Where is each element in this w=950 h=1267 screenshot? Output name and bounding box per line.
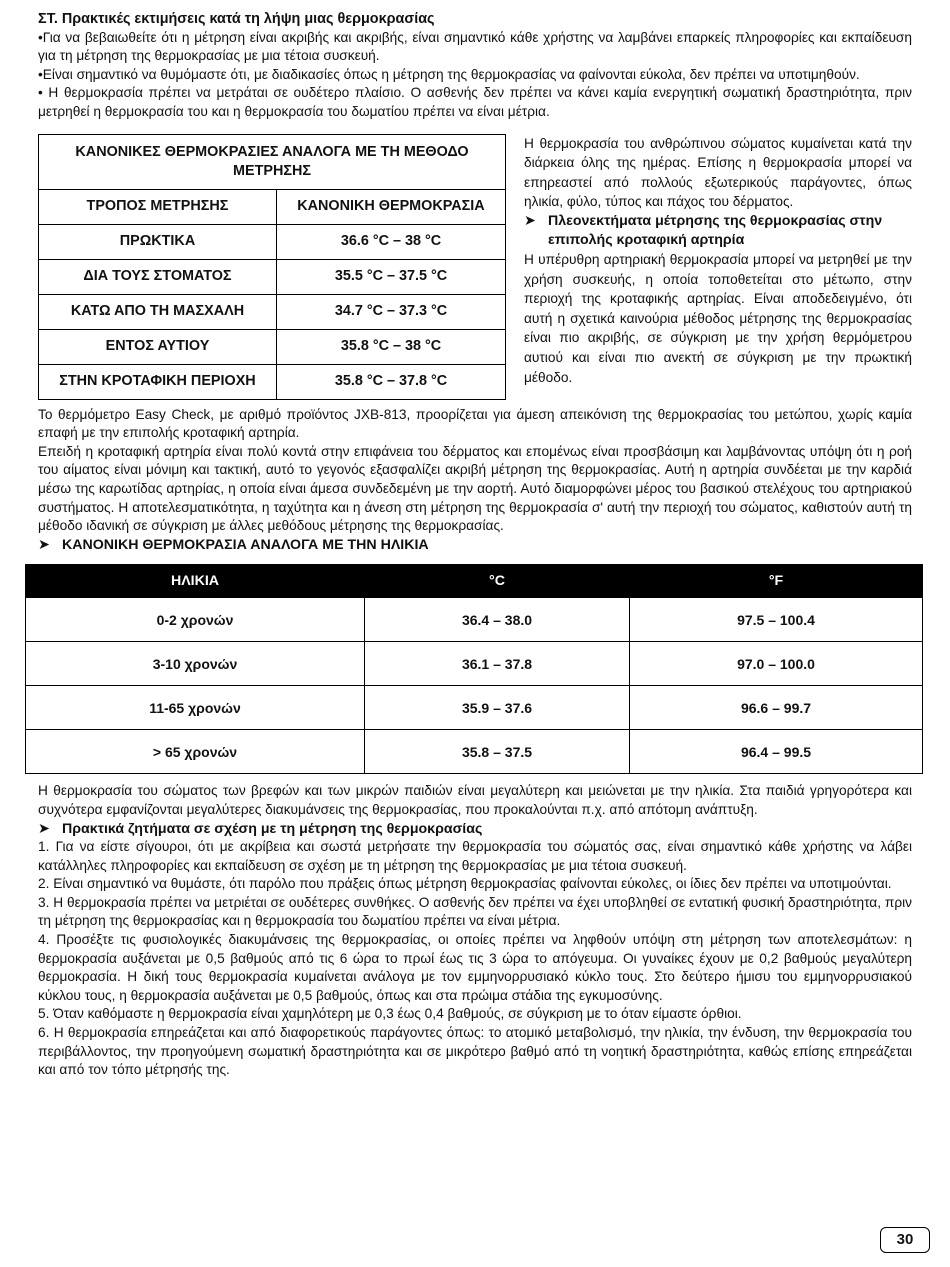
method-cell: ΠΡΩΚΤΙΚΑ	[39, 224, 277, 259]
age-cell: 3-10 χρονών	[26, 642, 365, 686]
section-title: ΣΤ. Πρακτικές εκτιμήσεις κατά τη λήψη μιας θερμοκρασίας	[38, 11, 435, 27]
method-cell: ΔΙΑ ΤΟΥΣ ΣΤΟΜΑΤΟΣ	[39, 259, 277, 294]
range-cell: 35.5 °C – 37.5 °C	[276, 259, 505, 294]
range-cell: 36.6 °C – 38 °C	[276, 224, 505, 259]
age-table-header: °C	[365, 565, 630, 598]
practical-item: 5. Όταν καθόμαστε η θερμοκρασία είναι χαμηλότερη με 0,3 έως 0,4 βαθμούς, σε σύγκριση με το όταν είμαστε όρθιοι.	[38, 1006, 742, 1022]
age-table-header: °F	[630, 565, 923, 598]
age-cell: 11-65 χρονών	[26, 686, 365, 730]
age-heading	[38, 536, 912, 555]
method-section	[38, 134, 912, 400]
method-table-title: ΚΑΝΟΝΙΚΕΣ ΘΕΡΜΟΚΡΑΣΙΕΣ ΑΝΑΛΟΓΑ ΜΕ ΤΗ ΜΕΘΟΔΟ ΜΕΤΡΗΣΗΣ	[39, 134, 506, 189]
table-row	[26, 598, 923, 642]
table-row	[39, 259, 506, 294]
method-temperature-table	[38, 134, 506, 400]
fahrenheit-cell: 96.4 – 99.5	[630, 730, 923, 774]
practical-item: 3. Η θερμοκρασία πρέπει να μετριέται σε ουδέτερες συνθήκες. Ο ασθενής δεν πρέπει να έχει υποβληθεί σε εντατική φυσική δραστηριότητα, πριν τη μέτρηση της θερμοκρασίας και η θερμοκρασία του δωματίου πρέπει να είναι μέτρια.	[38, 894, 912, 929]
method-cell: ΚΑΤΩ ΑΠΟ ΤΗ ΜΑΣΧΑΛΗ	[39, 294, 277, 329]
intro-paragraph: • Η θερμοκρασία πρέπει να μετράται σε ουδέτερο πλαίσιο. Ο ασθενής δεν πρέπει να κάνει καμία ενεργητική σωματική δραστηριότητα, πριν μετρηθεί η θερμοκρασία του και η θερμοκρασία του δωματίου πρέπει να είναι μέτρια.	[38, 85, 912, 119]
practical-heading-text: Πρακτικά ζητήματα σε σχέση με τη μέτρηση της θερμοκρασίας	[62, 820, 483, 837]
method-cell: ΣΤΗΝ ΚΡΟΤΑΦΙΚΗ ΠΕΡΙΟΧΗ	[39, 364, 277, 399]
celsius-cell: 35.8 – 37.5	[365, 730, 630, 774]
age-cell: > 65 χρονών	[26, 730, 365, 774]
practical-heading	[38, 820, 912, 839]
advantages-heading-text: Πλεονεκτήματα μέτρησης της θερμοκρασίας στην επιπολής κροταφική αρτηρία	[548, 212, 883, 248]
intro-paragraph: •Για να βεβαιωθείτε ότι η μέτρηση είναι ακριβής και ακριβής, είναι σημαντικό κάθε χρήστης να λαμβάνει επαρκείς πληροφορίες και εκπαίδευση για τη μέτρηση της θερμοκρασίας με μια τέτοια συσκευή.	[38, 29, 912, 64]
page-number: 30	[880, 1227, 930, 1253]
right-paragraph: Η υπέρυθρη αρτηριακή θερμοκρασία μπορεί να μετρηθεί με την χρήση συσκευής, η οποία τοποθετείται στο μέτωπο, στην περιοχή της κροταφικής αρτηρίας. Είναι αποδεδειγμένο, ότι αυτή η σχετικά καινούρια μέθοδος μέτρησης της θερμοκρασίας είναι πιο ακριβής, σε σύγκριση με την χρήση θερμόμετρου αυτιού και είναι πιο ανεκτή σε σύγκριση με την πρωκτική μέθοδο.	[524, 251, 912, 385]
body-paragraph: Η θερμοκρασία του σώματος των βρεφών και των μικρών παιδιών είναι μεγαλύτερη και μειώνεται με την ηλικία. Στα παιδιά γρηγορότερα και συχνότερα εμφανίζονται μεγαλύτερες διακυμάνσεις της θερμοκρασίας, που προκαλούνται π.χ. από απότομη ανάπτυξη.	[38, 783, 912, 817]
table-row	[39, 294, 506, 329]
fahrenheit-cell: 97.0 – 100.0	[630, 642, 923, 686]
range-cell: 34.7 °C – 37.3 °C	[276, 294, 505, 329]
celsius-cell: 36.1 – 37.8	[365, 642, 630, 686]
method-cell: ΕΝΤΟΣ ΑΥΤΙΟΥ	[39, 329, 277, 364]
celsius-cell: 35.9 – 37.6	[365, 686, 630, 730]
age-temperature-table	[25, 564, 923, 774]
age-heading-text: ΚΑΝΟΝΙΚΗ ΘΕΡΜΟΚΡΑΣΙΑ ΑΝΑΛΟΓΑ ΜΕ ΤΗΝ ΗΛΙΚΙΑ	[62, 536, 429, 553]
range-cell: 35.8 °C – 38 °C	[276, 329, 505, 364]
body-paragraph: Το θερμόμετρο Easy Check, με αριθμό προϊόντος JXB-813, προορίζεται για άμεση απεικόνιση της θερμοκρασίας του μετώπου, χωρίς καμία επαφή με την επιπολής κροταφική αρτηρία.	[38, 406, 912, 441]
fahrenheit-cell: 97.5 – 100.4	[630, 598, 923, 642]
right-column	[524, 134, 912, 388]
table-row	[26, 642, 923, 686]
arrow-bullet-icon: ➤	[524, 212, 536, 229]
age-cell: 0-2 χρονών	[26, 598, 365, 642]
method-table-header: ΤΡΟΠΟΣ ΜΕΤΡΗΣΗΣ	[39, 189, 277, 224]
fahrenheit-cell: 96.6 – 99.7	[630, 686, 923, 730]
table-row	[26, 686, 923, 730]
method-table-header: ΚΑΝΟΝΙΚΗ ΘΕΡΜΟΚΡΑΣΙΑ	[276, 189, 505, 224]
table-row	[26, 730, 923, 774]
advantages-heading	[524, 212, 912, 250]
right-paragraph: Η θερμοκρασία του ανθρώπινου σώματος κυμαίνεται κατά την διάρκεια όλης της ημέρας. Επίσης η θερμοκρασία μπορεί να επηρεαστεί από πολλούς εξωτερικούς παράγοντες, όπως ηλικία, φύλο, τύπος και πάχος του δέρματος.	[524, 135, 912, 210]
practical-item: 4. Προσέξτε τις φυσιολογικές διακυμάνσεις της θερμοκρασίας, οι οποίες πρέπει να ληφθούν υπόψη στη μέτρηση των αποτελεσμάτων: η θερμοκρασία αυξάνεται με 0,5 βαθμούς από τις 6 ώρα το πρωί έως τις 3 ώρα το απόγευμα. Οι γυναίκες έχουν με 0,2 βαθμούς μεγαλύτερη θερμοκρασία. Η δική τους θερμοκρασία κυμαίνεται ανάλογα με τον εμμηνορρυσιακό κύκλο τους. Στο δεύτερο ήμισυ του εμμηνορρυσιακού κύκλου τους, η θερμοκρασία αυξάνεται με 0,5 βαθμούς, όπως και στα πρώιμα στάδια της εγκυμοσύνης.	[38, 932, 912, 1003]
practical-item: 6. Η θερμοκρασία επηρεάζεται και από διαφορετικούς παράγοντες όπως: το ατομικό μεταβολισμό, την ηλικία, την ένδυση, την θερμοκρασία του περιβάλλοντος, την προηγούμενη σωματική δραστηριότητα και σε μικρότερο βαθμό από τη νοητική δραστηριότητα, καθώς επίσης επηρεάζεται και από τον τόπο μέτρησής της.	[38, 1025, 912, 1078]
table-row	[39, 329, 506, 364]
body-paragraph: Επειδή η κροταφική αρτηρία είναι πολύ κοντά στην επιφάνεια του δέρματος και επομένως είναι προσβάσιμη και λαμβάνοντας υπόψη ότι η ροή του αίματος είναι μόνιμη και τακτική, αυτό το γεγονός εξασφαλίζει ακριβή μέτρηση της θερμοκρασίας. Αυτή η αρτηρία συνδέεται με την καρδιά μέσω της καρωτίδας αρτηρίας, η οποία είναι άμεσα συνδεδεμένη με την αορτή. Αυτό διαμορφώνει μέρος του βασικού στελέχους του αρτηριακού συστήματος. Η αποτελεσματικότητα, η ταχύτητα και η άνεση στη μέτρηση της θερμοκρασία σ' αυτή την περιοχή του σώματος, καθιστούν αυτή τη μέθοδο ιδανική σε σύγκριση με άλλες μεθόδους μέτρησης της θερμοκρασίας.	[38, 443, 912, 534]
arrow-bullet-icon: ➤	[38, 820, 50, 837]
practical-item: 2. Είναι σημαντικό να θυμάστε, ότι παρόλο που πράξεις όπως μέτρηση θερμοκρασίας φαίνονται εύκολες, οι ίδιες δεν πρέπει να υποτιμούνται.	[38, 876, 892, 892]
intro-paragraph: •Είναι σημαντικό να θυμόμαστε ότι, με διαδικασίες όπως η μέτρηση της θερμοκρασίας να φαίνονται εύκολα, δεν πρέπει να υποτιμηθούν.	[38, 66, 860, 82]
age-table-header: ΗΛΙΚΙΑ	[26, 565, 365, 598]
arrow-bullet-icon: ➤	[38, 536, 50, 553]
table-row	[39, 364, 506, 399]
celsius-cell: 36.4 – 38.0	[365, 598, 630, 642]
range-cell: 35.8 °C – 37.8 °C	[276, 364, 505, 399]
table-row	[39, 224, 506, 259]
practical-item: 1. Για να είστε σίγουροι, ότι με ακρίβεια και σωστά μετρήσατε την θερμοκρασία του σώματός σας, είναι σημαντικό κάθε χρήστης να λάβει κατάλληλες πληροφορίες και εκπαίδευση σε σχέση με τη μέτρηση της θερμοκρασίας με μια τέτοια συσκευή.	[38, 839, 912, 873]
